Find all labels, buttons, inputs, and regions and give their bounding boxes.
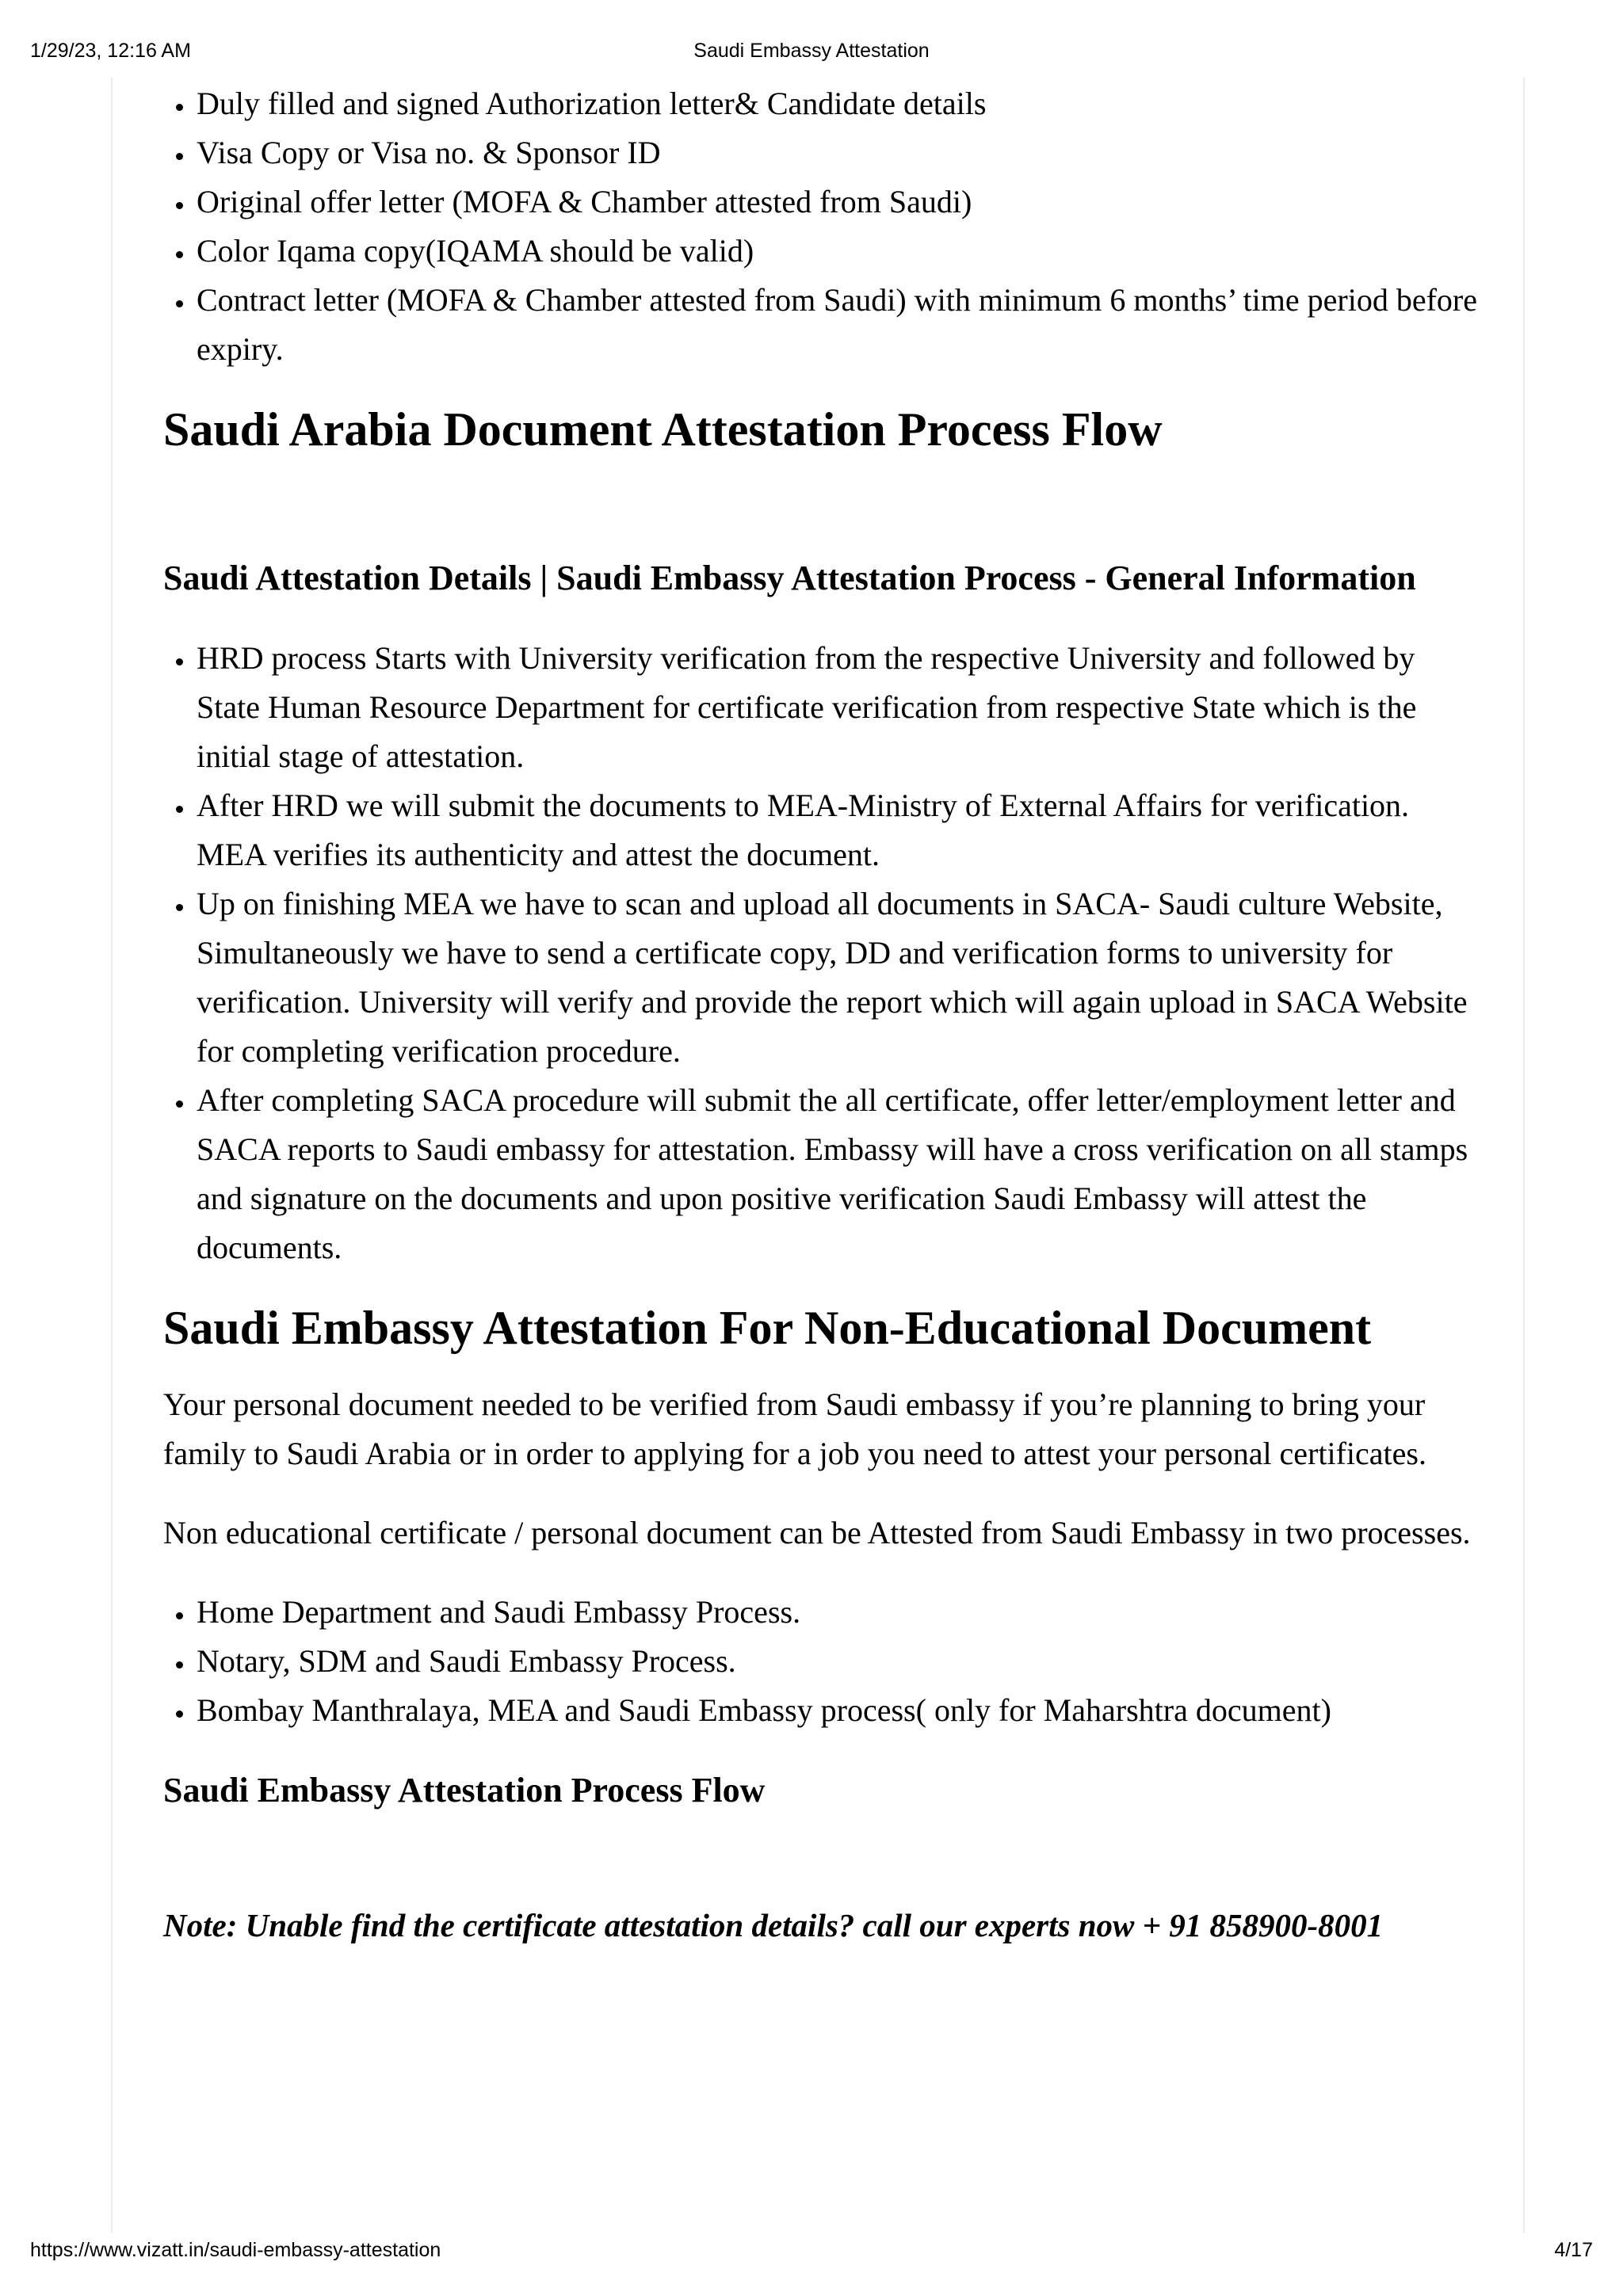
two-processes-paragraph: Non educational certificate / personal document can be Attested from Saudi Embassy in two processes. [163,1515,1471,1550]
personal-document-paragraph: Your personal document needed to be verified from Saudi embassy if you’re planning to bring your family to Saudi Arabia or in order to applying for a job you need to attest your personal certificates. [163,1386,1426,1471]
general-info-list [163,634,1479,1272]
list-item: • Bombay Manthralaya, MEA and Saudi Embassy process( only for Maharshtra document) [195,1686,1479,1735]
list-item: • After HRD we will submit the documents to MEA-Ministry of External Affairs for verification. MEA verifies its authenticity and attest the document. [195,781,1479,879]
processes-list [163,1588,1479,1735]
process-flow-heading: Saudi Arabia Document Attestation Process Flow [163,403,1163,456]
list-item: • HRD process Starts with University verification from the respective University and followed by State Human Resource Department for certificate verification from respective State which is the initial stage of attestation. [195,634,1479,781]
footer-url[interactable]: https://www.vizatt.in/saudi-embassy-attestation [30,2239,441,2261]
list-item: • Home Department and Saudi Embassy Process. [195,1588,1479,1637]
list-item: • Color Iqama copy(IQAMA should be valid) [195,227,1479,276]
list-item: • Visa Copy or Visa no. & Sponsor ID [195,128,1479,177]
embassy-flow-heading: Saudi Embassy Attestation Process Flow [163,1771,766,1810]
general-info-heading: Saudi Attestation Details | Saudi Embassy Attestation Process - General Information [163,559,1416,597]
document-content [163,79,1479,1947]
footer-page-number: 4/17 [1554,2239,1593,2261]
contact-note: Note: Unable find the certificate attestation details? call our experts now + 91 858900-8001 [163,1907,1384,1943]
print-footer [0,2239,1623,2267]
list-item: • Contract letter (MOFA & Chamber attested from Saudi) with minimum 6 months’ time period before expiry. [195,276,1479,374]
print-header [0,40,1623,68]
non-educational-heading: Saudi Embassy Attestation For Non-Educational Document [163,1302,1372,1354]
list-item: • After completing SACA procedure will submit the all certificate, offer letter/employment letter and SACA reports to Saudi embassy for attestation. Embassy will have a cross verification on all stamps and signature on the documents and upon positive verification Saudi Embassy will attest the documents. [195,1076,1479,1272]
list-item: • Notary, SDM and Saudi Embassy Process. [195,1637,1479,1686]
header-title: Saudi Embassy Attestation [693,40,930,62]
list-item: • Up on finishing MEA we have to scan and upload all documents in SACA- Saudi culture Website, Simultaneously we have to send a certificate copy, DD and verification forms to university for verification. University will verify and provide the report which will again upload in SACA Website for completing verification procedure. [195,879,1479,1076]
header-datetime: 1/29/23, 12:16 AM [30,40,191,62]
requirements-list [163,79,1479,374]
list-item: • Duly filled and signed Authorization letter& Candidate details [195,79,1479,128]
list-item: • Original offer letter (MOFA & Chamber attested from Saudi) [195,177,1479,227]
